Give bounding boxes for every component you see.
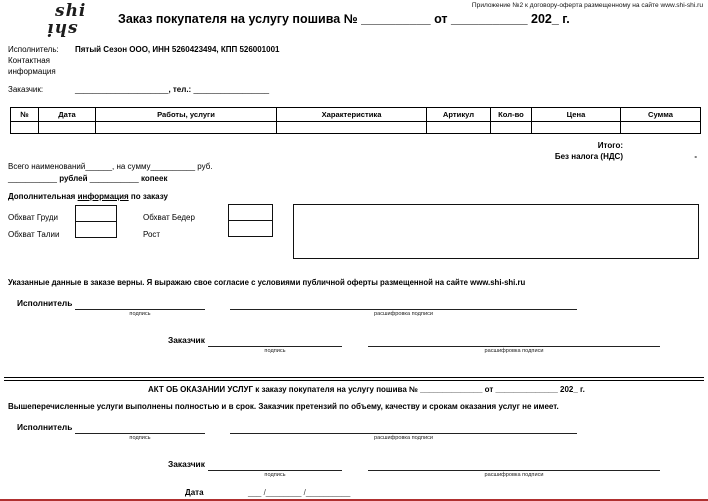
col-header-sum: Сумма (621, 108, 701, 122)
page-title (118, 12, 570, 26)
customer-signature-label: Заказчик (168, 459, 205, 469)
order-notes-box (293, 204, 699, 259)
agreement-customer-signature-row (0, 335, 708, 355)
summary-line2 (8, 174, 167, 183)
title-label: Заказ покупателя на услугу пошива № (118, 12, 358, 26)
appendix-note: Приложение №2 к договору-оферта размещенному на сайте www.shi-shi.ru (471, 2, 703, 9)
date-label: Дата (185, 488, 204, 497)
chest-value-box (76, 206, 116, 221)
executor-name-line (230, 432, 577, 434)
title-year: 202_ г. (531, 12, 570, 26)
date-blanks: ___ /________ /__________ (248, 488, 351, 497)
hips-height-boxes (228, 204, 273, 237)
consent-text: Указанные данные в заказе верны. Я выражаю свое согласие с условиями публичной оферты размещенной на сайте www.shi-shi.ru (8, 278, 526, 287)
kopecks-blank: ___________ (89, 174, 139, 183)
kopecks-label: копеек (140, 174, 168, 183)
col-header-price: Цена (532, 108, 621, 122)
agreement-executor-signature-row (0, 298, 708, 318)
executor-name-line (230, 308, 577, 310)
title-date-blank: ___________ (451, 12, 528, 26)
executor-signature-line (75, 432, 205, 434)
title-from: от (434, 12, 448, 26)
executor-signature-label: Исполнитель (17, 298, 73, 308)
customer-signature-line (208, 345, 342, 347)
signature-caption: подпись (129, 311, 151, 317)
executor-signature-line (75, 308, 205, 310)
executor-label: Исполнитель: (8, 45, 59, 54)
col-header-characteristic: Характеристика (277, 108, 427, 122)
table-header-row (11, 108, 701, 122)
col-header-date: Дата (39, 108, 96, 122)
hips-label: Обхват Бедер (143, 213, 195, 222)
customer-signature-label: Заказчик (168, 335, 205, 345)
customer-signature-line (208, 469, 342, 471)
signature-caption: подпись (264, 472, 286, 478)
contact-label-line2: информация (8, 67, 56, 76)
phone-label: , тел.: (168, 85, 192, 94)
customer-name-blank: _____________________ (75, 85, 169, 94)
contact-label-line1: Контактная (8, 56, 51, 65)
signature-caption: подпись (129, 435, 151, 441)
signature-name-caption: расшифровка подписи (373, 311, 434, 317)
additional-info-title: Дополнительная информация по заказу (8, 192, 168, 201)
executor-signature-label: Исполнитель (17, 422, 73, 432)
signature-caption: подпись (264, 348, 286, 354)
waist-label: Обхват Талии (8, 230, 60, 239)
no-tax-value: - (694, 152, 697, 161)
col-header-qty: Кол-во (491, 108, 532, 122)
customer-fill-line (75, 85, 269, 94)
col-header-num: № (11, 108, 39, 122)
hips-value-box (229, 205, 272, 220)
signature-name-caption: расшифровка подписи (484, 348, 544, 354)
chest-label: Обхват Груди (8, 213, 58, 222)
order-items-table (10, 107, 701, 134)
customer-name-line (368, 469, 660, 471)
rubles-blank: ___________ (8, 174, 57, 183)
signature-name-caption: расшифровка подписи (484, 472, 544, 478)
logo-text-top: shi (55, 1, 87, 21)
summary-line1: Всего наименований______, на сумму__________ руб. (8, 162, 213, 171)
chest-waist-boxes (75, 205, 117, 238)
act-executor-signature-row (0, 422, 708, 442)
act-statement: Вышеперечисленные услуги выполнены полностью и в срок. Заказчик претензий по объему, качеству и срокам оказания услуг не имеет. (8, 402, 559, 411)
table-row (11, 122, 701, 134)
no-tax-label: Без налога (НДС) (554, 152, 623, 161)
section-divider (4, 377, 704, 381)
act-customer-signature-row (0, 459, 708, 479)
title-number-blank: __________ (361, 12, 431, 26)
height-value-box (229, 220, 272, 236)
logo-text-bottom-flipped: shi (46, 19, 78, 39)
col-header-article: Артикул (427, 108, 491, 122)
customer-name-line (368, 345, 660, 347)
act-title: АКТ ОБ ОКАЗАНИИ УСЛУГ к заказу покупателя на услугу пошива № ______________ от ______________ 202_ г. (148, 385, 585, 394)
waist-value-box (76, 221, 116, 237)
shishi-logo (44, 3, 86, 37)
executor-value: Пятый Сезон ООО, ИНН 5260423494, КПП 526001001 (75, 45, 280, 54)
customer-label: Заказчик: (8, 85, 44, 94)
signature-name-caption: расшифровка подписи (373, 435, 434, 441)
rubles-label: рублей (59, 174, 88, 183)
phone-blank: _________________ (193, 85, 270, 94)
height-label: Рост (143, 230, 161, 239)
col-header-works: Работы, услуги (96, 108, 277, 122)
total-label: Итого: (597, 141, 623, 150)
